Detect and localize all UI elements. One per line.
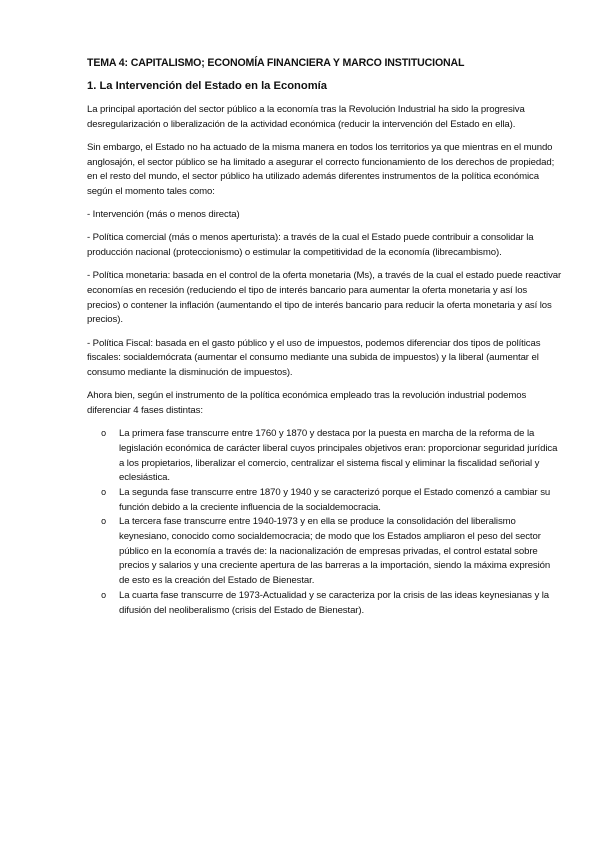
section-heading: 1. La Intervención del Estado en la Economía xyxy=(87,80,327,92)
paragraph-fiscal-policy: - Política Fiscal: basada en el gasto público y el uso de impuestos, podemos diferenciar dos tipos de políticas fiscales: socialdemócrata (aumentar el consumo mediante una subida de impuestos) y la liberal (aumentar el consumo mediante la disminución de impuestos). xyxy=(87,337,541,379)
phase-text: La tercera fase transcurre entre 1940-1973 y en ella se produce la consolidación del liberalismo keynesiano, conocido como socialdemocracia; de modo que los Estados ampliaron el peso del sector público en la economía a través de: la nacionalización de empresas privadas, el control estatal sobre precios y salarios y una creciente apertura de las barreras a la importación, siendo la máxima expresión de esto es la creación del Estado de Bienestar. xyxy=(119,516,551,587)
phase-text: La cuarta fase transcurre de 1973-Actualidad y se caracteriza por la crisis de las ideas keynesianas y la difusión del neoliberalismo (crisis del Estado de Bienestar). xyxy=(119,589,549,616)
paragraph-instruments: Sin embargo, el Estado no ha actuado de la misma manera en todos los territorios ya que mientras en el mundo anglosajón, el sector público se ha limitado a asegurar el correcto funcionamiento de los derechos de propiedad; en el resto del mundo, el sector público ha utilizado además diferentes instrumentos de la política económica según el momento tales como: xyxy=(87,141,555,198)
paragraph-trade-policy: - Política comercial (más o menos aperturista): a través de la cual el Estado puede contribuir a consolidar la producción nacional (proteccionismo) o estimular la competitividad de la economía (librecambismo). xyxy=(87,232,534,259)
bullet-icon: o xyxy=(101,590,107,601)
phase-text: La segunda fase transcurre entre 1870 y 1940 y se caracterizó porque el Estado comenzó a cambiar su función debido a la creciente influencia de la socialdemocracia. xyxy=(119,486,551,513)
list-item xyxy=(87,589,563,618)
phase-text: La primera fase transcurre entre 1760 y 1870 y destaca por la puesta en marcha de la reforma de la legislación económica de carácter liberal cuyos principales objetivos eran: proporcionar seguridad jurídica a los propietarios, liberalizar el comercio, centralizar el sistema fiscal y eliminar la fiscalidad señorial y eclesiástica. xyxy=(119,428,558,484)
bullet-icon: o xyxy=(101,429,107,440)
document-title: TEMA 4: CAPITALISMO; ECONOMÍA FINANCIERA Y MARCO INSTITUCIONAL xyxy=(87,57,465,69)
bullet-icon: o xyxy=(101,487,107,498)
document-page xyxy=(87,56,563,618)
paragraph-intervention: - Intervención (más o menos directa) xyxy=(87,209,240,221)
bullet-icon: o xyxy=(101,517,107,528)
list-item xyxy=(87,515,563,589)
paragraph-intro: La principal aportación del sector público a la economía tras la Revolución Industrial ha sido la progresiva desregularización o liberalización de la actividad económica (reducir la intervención del Estado en ella). xyxy=(87,104,525,130)
list-item xyxy=(87,486,563,515)
paragraph-phases-intro: Ahora bien, según el instrumento de la política económica empleado tras la revolución industrial podemos diferenciar 4 fases distintas: xyxy=(87,390,527,416)
phases-list xyxy=(87,427,563,618)
list-item xyxy=(87,427,563,486)
paragraph-monetary-policy: - Política monetaria: basada en el control de la oferta monetaria (Ms), a través de la cual el estado puede reactivar economías en recesión (reduciendo el tipo de interés bancario para aumentar la oferta monetaria y así los precios) o contener la inflación (aumentando el tipo de interés bancario para reducir la oferta monetaria y así los precios). xyxy=(87,270,562,326)
